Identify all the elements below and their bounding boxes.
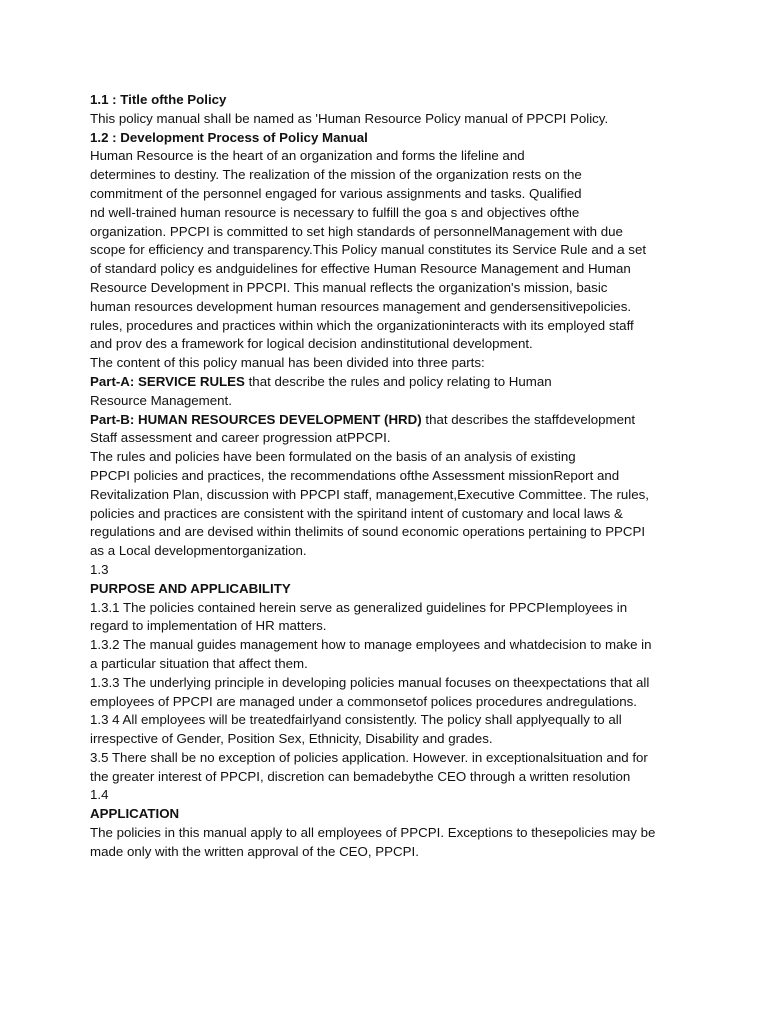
line-text: Resource Development in PPCPI. This manual reflects the organization's mission, basic bbox=[90, 279, 608, 295]
line-text: rules, procedures and practices within which the organizationinteracts with its employed staff bbox=[90, 317, 634, 333]
line-heading-purpose: PURPOSE AND APPLICABILITY bbox=[90, 580, 291, 596]
document-page bbox=[90, 91, 690, 862]
line-text: Revitalization Plan, discussion with PPCPI staff, management,Executive Committee. The rules, bbox=[90, 486, 649, 502]
line-heading-1-2: 1.2 : Development Process of Policy Manual bbox=[90, 129, 368, 145]
line-part-b: Part-B: HUMAN RESOURCES DEVELOPMENT (HRD) that describes the staffdevelopment bbox=[90, 411, 636, 427]
line-text: Human Resource is the heart of an organization and forms the lifeline and bbox=[90, 148, 525, 164]
line-text: 1.3.2 The manual guides management how to manage employees and whatdecision to make in bbox=[90, 637, 652, 653]
line-text: The rules and policies have been formulated on the basis of an analysis of existing bbox=[90, 449, 576, 465]
line-text: a particular situation that affect them. bbox=[90, 655, 308, 671]
line-text: PPCPI policies and practices, the recommendations ofthe Assessment missionReport and bbox=[90, 467, 620, 483]
line-text: human resources development human resources management and gendersensitivepolicies. bbox=[90, 298, 632, 314]
line-text: scope for efficiency and transparency.This Policy manual constitutes its Service Rule and a set bbox=[90, 242, 647, 258]
line-text: regulations and are devised within thelimits of sound economic operations pertaining to PPCPI bbox=[90, 524, 646, 540]
line-text: The content of this policy manual has been divided into three parts: bbox=[90, 355, 485, 371]
line-section-number: 1.3 bbox=[90, 561, 109, 577]
line-text: policies and practices are consistent with the spiritand intent of customary and local laws & bbox=[90, 505, 623, 521]
line-text: The policies in this manual apply to all employees of PPCPI. Exceptions to thesepolicies may be bbox=[90, 825, 656, 841]
line-text: irrespective of Gender, Position Sex, Ethnicity, Disability and grades. bbox=[90, 731, 493, 747]
line-text: 3.5 There shall be no exception of policies application. However. in exceptionalsituation and for bbox=[90, 749, 648, 765]
line-text: Resource Management. bbox=[90, 392, 232, 408]
line-text: 1.3.1 The policies contained herein serve as generalized guidelines for PPCPIemployees in bbox=[90, 599, 628, 615]
line-text: 1.3.3 The underlying principle in developing policies manual focuses on theexpectations that all bbox=[90, 674, 650, 690]
line-text: determines to destiny. The realization of the mission of the organization rests on the bbox=[90, 167, 582, 183]
line-text: commitment of the personnel engaged for various assignments and tasks. Qualified bbox=[90, 185, 582, 201]
line-text: employees of PPCPI are managed under a commonsetof polices procedures andregulations. bbox=[90, 693, 637, 709]
line-text: and prov des a framework for logical decision andinstitutional development. bbox=[90, 336, 533, 352]
line-text: the greater interest of PPCPI, discretion can bemadebythe CEO through a written resolution bbox=[90, 768, 631, 784]
line-text: 1.3 4 All employees will be treatedfairlyand consistently. The policy shall applyequally to all bbox=[90, 712, 622, 728]
line-text: made only with the written approval of the CEO, PPCPI. bbox=[90, 843, 419, 859]
line-text: of standard policy es andguidelines for effective Human Resource Management and Human bbox=[90, 261, 631, 277]
line-text: as a Local developmentorganization. bbox=[90, 543, 307, 559]
line-section-number: 1.4 bbox=[90, 787, 109, 803]
line-text: organization. PPCPI is committed to set high standards of personnelManagement with due bbox=[90, 223, 623, 239]
line-text: Staff assessment and career progression atPPCPI. bbox=[90, 430, 391, 446]
line-part-a: Part-A: SERVICE RULES that describe the rules and policy relating to Human bbox=[90, 373, 552, 389]
line-heading-application: APPLICATION bbox=[90, 806, 180, 822]
line-text: nd well-trained human resource is necessary to fulfill the goa s and objectives ofthe bbox=[90, 204, 580, 220]
line-heading-1-1: 1.1 : Title ofthe Policy bbox=[90, 92, 227, 107]
line-text: regard to implementation of HR matters. bbox=[90, 618, 327, 634]
line-text: This policy manual shall be named as 'Human Resource Policy manual of PPCPI Policy. bbox=[90, 110, 609, 126]
